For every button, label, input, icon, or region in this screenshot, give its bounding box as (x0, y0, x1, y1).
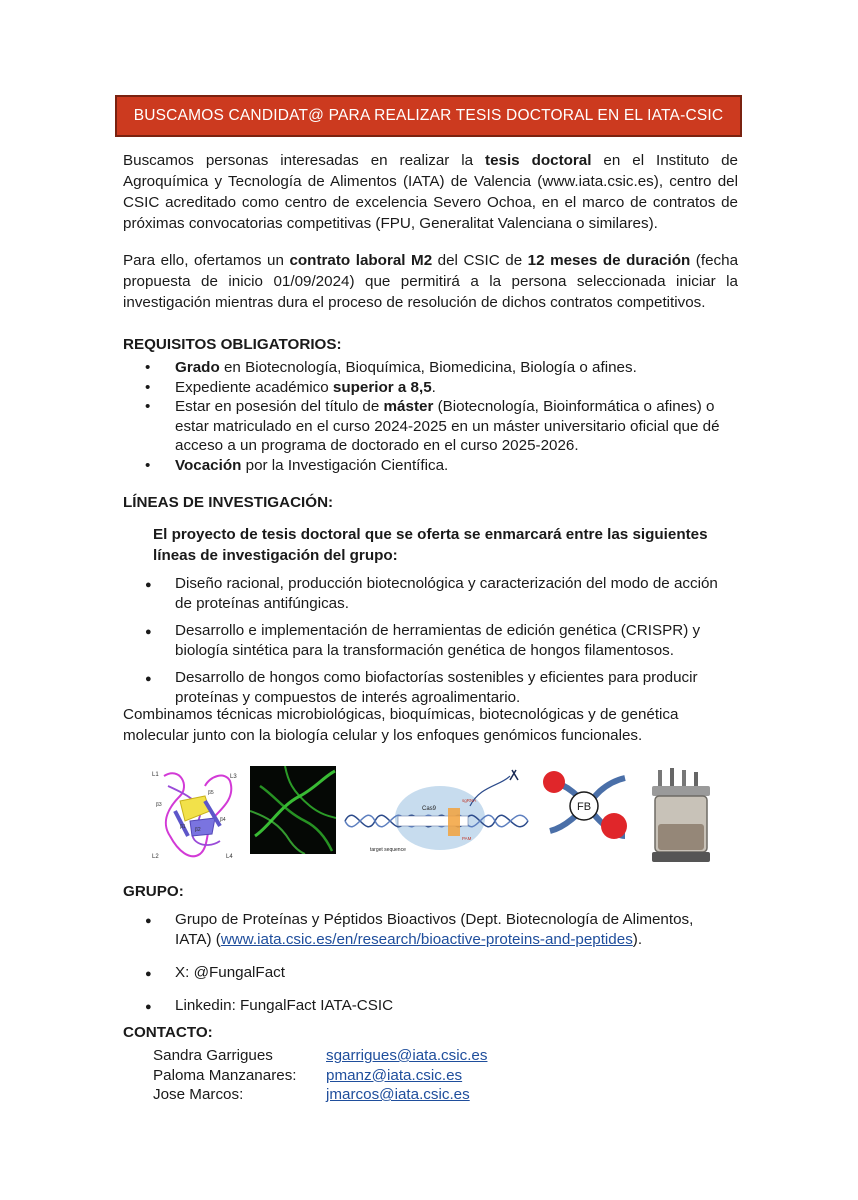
grupo-x-handle: X: @FungalFact (175, 964, 285, 981)
contact-row (153, 1066, 653, 1086)
list-item (123, 456, 743, 476)
bioreactor-image (646, 766, 716, 866)
req-bold: Vocación (175, 456, 242, 474)
req-text: Estar en posesión del título de (175, 398, 384, 416)
bullet-icon: ● (145, 673, 152, 685)
intro1-text-a: Buscamos personas interesadas en realizar la (123, 152, 486, 169)
linea-text: Diseño racional, producción biotecnológica y caracterización del modo de acción de proteínas antifúngicas. (175, 575, 718, 612)
bullet-icon: • (145, 456, 151, 474)
list-item (123, 358, 743, 378)
list-item (123, 910, 723, 950)
req-text: Expediente académico (175, 378, 333, 396)
intro2-text-a: Para ello, ofertamos un (123, 252, 290, 269)
list-item (123, 963, 723, 983)
contact-name: Jose Marcos: (153, 1086, 244, 1103)
intro2-bold-duration: 12 meses de duración (527, 252, 691, 269)
contact-name: Paloma Manzanares: (153, 1066, 297, 1084)
lineas-heading: LÍNEAS DE INVESTIGACIÓN: (123, 494, 334, 511)
protein-label: β5 (208, 790, 214, 796)
contact-email-link[interactable]: pmanz@iata.csic.es (326, 1066, 463, 1084)
intro-paragraph-2 (123, 250, 738, 313)
list-item (123, 996, 723, 1016)
fb-logo-label: FB (576, 801, 592, 813)
lineas-list (123, 574, 723, 715)
linea-text: Desarrollo de hongos como biofactorías sostenibles y eficientes para producir proteínas y compuestos de interés agroalimentario. (175, 669, 698, 706)
crispr-cas9-image (340, 766, 530, 861)
bullet-icon: • (145, 359, 151, 376)
bullet-icon: ● (145, 626, 152, 638)
protein-label: L3 (230, 774, 237, 780)
grupo-linkedin: Linkedin: FungalFact IATA-CSIC (175, 997, 394, 1014)
fungalfact-logo (540, 766, 630, 846)
list-item (123, 397, 743, 456)
crispr-label: target sequence (370, 847, 406, 853)
list-item (123, 621, 723, 661)
intro1-bold-thesis: tesis doctoral (485, 152, 592, 169)
crispr-label: sgRNA (462, 798, 477, 803)
grupo-list (123, 910, 723, 1029)
contact-email-link[interactable]: jmarcos@iata.csic.es (326, 1086, 470, 1103)
req-text: en Biotecnología, Bioquímica, Biomedicina, Biología o afines. (219, 359, 637, 376)
lineas-intro: El proyecto de tesis doctoral que se oferta se enmarcará entre las siguientes líneas de investigación del grupo: (153, 526, 708, 564)
figures-strip (150, 766, 730, 866)
grupo-text-end: ). (632, 931, 643, 948)
contact-email-link[interactable]: sgarrigues@iata.csic.es (326, 1047, 488, 1064)
title-banner: BUSCAMOS CANDIDAT@ PARA REALIZAR TESIS DOCTORAL EN EL IATA-CSIC (115, 95, 742, 137)
protein-label: β3 (156, 802, 162, 808)
crispr-label: PAM (462, 836, 472, 841)
intro2-text-e: (fecha propuesta de inicio 01/09/2024) que permitirá a la persona seleccionada iniciar la investigación mientras dura el proceso de resolución de dichos contratos competitivos. (123, 252, 739, 311)
contact-list (153, 1046, 653, 1105)
requisitos-heading: REQUISITOS OBLIGATORIOS: (123, 336, 342, 353)
protein-label: β1 (180, 824, 186, 830)
contact-row (153, 1085, 653, 1105)
requisitos-list (123, 358, 743, 476)
list-item (123, 574, 723, 614)
req-text: (Biotecnología, Bioinformática o afines) o estar matriculado en el curso 2024-2025 en un máster universitario oficial que dé acceso a un programa de doctorado en el curso 2025-2026. (175, 398, 720, 455)
list-item (123, 378, 743, 398)
bullet-icon: ● (145, 579, 152, 591)
grupo-heading: GRUPO: (123, 883, 184, 900)
intro2-bold-contract: contrato laboral M2 (289, 252, 433, 269)
list-item (123, 668, 723, 708)
bullet-icon: ● (145, 915, 152, 927)
protein-label: L4 (226, 854, 233, 860)
protein-label: L2 (152, 854, 159, 860)
contact-row (153, 1046, 653, 1066)
crispr-label: Cas9 (422, 806, 437, 812)
bullet-icon: • (145, 378, 151, 396)
lineas-closing: Combinamos técnicas microbiológicas, bioquímicas, biotecnológicas y de genética molecular junto con la biología celular y los enfoques genómicos funcionales. (123, 706, 679, 744)
contacto-heading: CONTACTO: (123, 1024, 213, 1041)
linea-text: Desarrollo e implementación de herramientas de edición genética (CRISPR) y biología sintética para la transformación genética de hongos filamentosos. (175, 622, 701, 659)
intro2-text-c: del CSIC de (432, 252, 528, 269)
protein-label: β4 (220, 817, 226, 823)
fungal-hyphae-image (250, 766, 336, 854)
contact-name: Sandra Garrigues (153, 1047, 273, 1064)
protein-label: β2 (195, 827, 201, 833)
intro-paragraph-1 (123, 150, 738, 234)
req-bold: máster (383, 398, 434, 416)
req-bold: superior a 8,5 (332, 378, 432, 396)
bullet-icon: • (145, 398, 151, 416)
req-text: por la Investigación Científica. (241, 456, 449, 474)
protein-structure-image (150, 766, 240, 866)
group-website-link[interactable]: www.iata.csic.es/en/research/bioactive-proteins-and-peptides (220, 931, 633, 948)
bullet-icon: ● (145, 1001, 152, 1013)
req-bold: Grado (175, 359, 220, 376)
protein-label: L1 (152, 772, 159, 778)
req-text: . (431, 378, 436, 396)
bullet-icon: ● (145, 968, 152, 980)
grupo-text: Grupo de Proteínas y Péptidos Bioactivos (Dept. Biotecnología de Alimentos, IATA) ( (175, 911, 694, 948)
intro1-text-c: en el Instituto de Agroquímica y Tecnología de Alimentos (IATA) de Valencia (www.iata.csic.es), centro del CSIC acreditado como centro de excelencia Severo Ochoa, en el marco de contratos de próximas convocatorias competitivas (FPU, Generalitat Valenciana o similares). (123, 152, 739, 232)
